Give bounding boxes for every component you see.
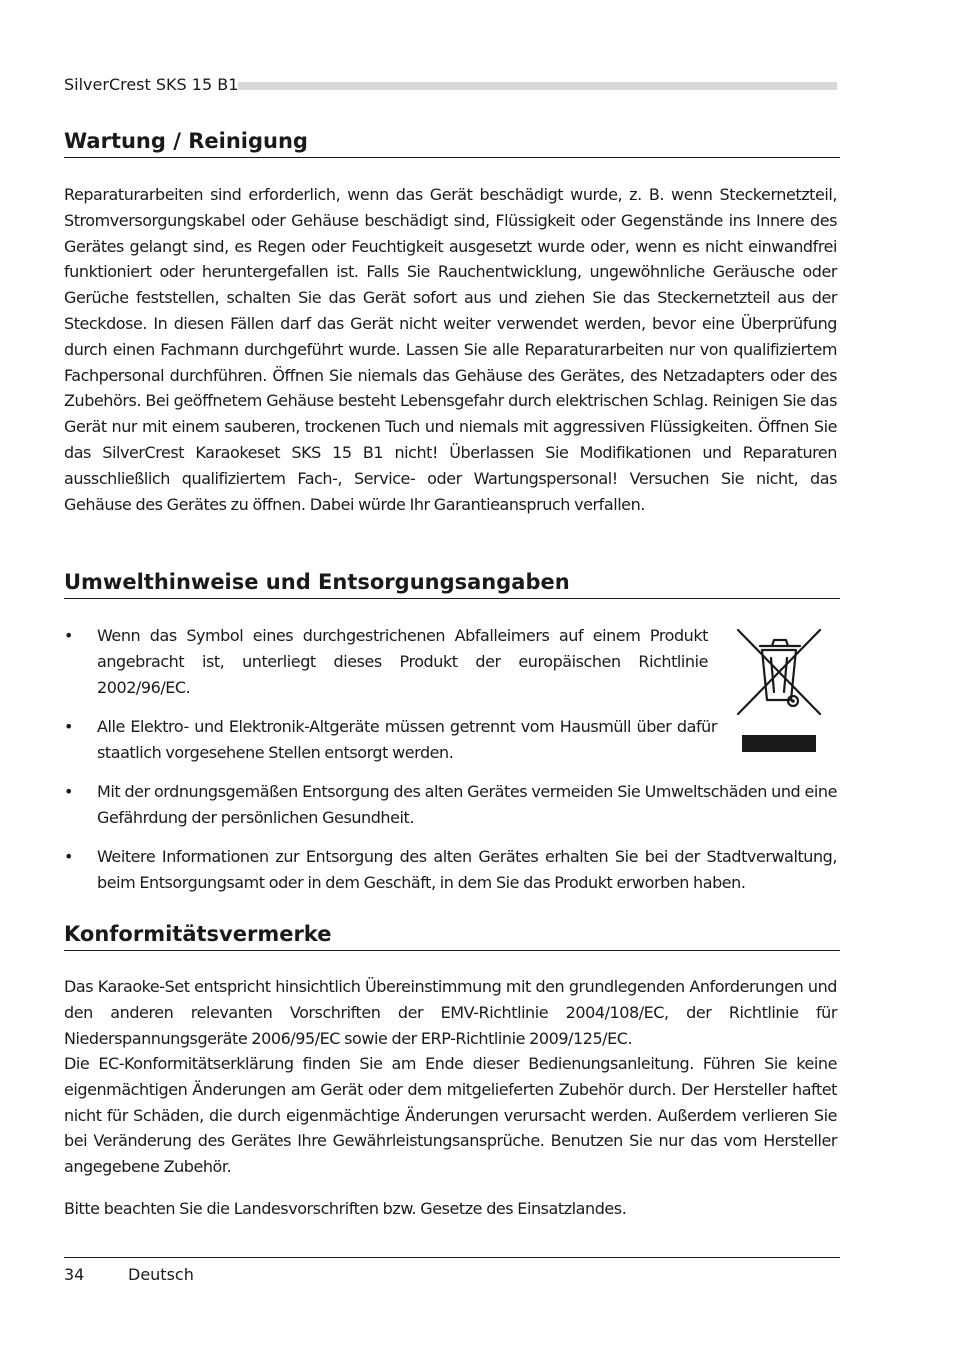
bullet-marker: • [64,847,73,866]
paragraph-landesvorschriften: Bitte beachten Sie die Landesvorschriften bzw. Gesetze des Einsatzlandes. [64,1199,627,1218]
list-item-text: Wenn das Symbol eines durchgestrichenen Abfalleimers auf einem Produkt angebracht ist, unterliegt dieses Produkt der europäischen Richtlinie 2002/96/EC. [97,626,708,697]
list-item-text: Weitere Informationen zur Entsorgung des alten Gerätes erhalten Sie bei der Stadtverwaltung, beim Entsorgungsamt oder in dem Geschäft, in dem Sie das Produkt erworben haben. [97,847,837,892]
heading-konformitaetsvermerke: Konformitätsvermerke [64,921,840,951]
list-item-text: Alle Elektro- und Elektronik-Altgeräte müssen getrennt vom Hausmüll über dafür staatlich vorgesehene Stellen entsorgt werden. [97,717,717,762]
document-header-title: SilverCrest SKS 15 B1 [64,75,239,94]
header-bar [238,82,837,90]
page-number: 34 [64,1265,85,1284]
paragraph-wartung: Reparaturarbeiten sind erforderlich, wenn das Gerät beschädigt wurde, z. B. wenn Steckernetzteil, Stromversorgungskabel oder Gehäuse beschädigt sind, Flüssigkeit oder Gegenstände ins Innere des Gerätes gelangt sind, es Regen oder Feuchtigkeit ausgesetzt wurde oder, wenn es nicht einwandfrei funktioniert oder heruntergefallen ist. Falls Sie Rauchentwicklung, ungewöhnliche Geräusche oder Gerüche feststellen, schalten Sie das Gerät sofort aus und ziehen Sie das Steckernetzteil aus der Steckdose. In diesen Fällen darf das Gerät nicht weiter verwendet werden, bevor eine Überprüfung durch einen Fachmann durchgeführt wurde. Lassen Sie alle Reparaturarbeiten nur von qualifiziertem Fachpersonal durchführen. Öffnen Sie niemals das Gehäuse des Gerätes, des Netzadapters oder des Zubehörs. Bei geöffnetem Gehäuse besteht Lebensgefahr durch elektrischen Schlag. Reinigen Sie das Gerät nur mit einem sauberen, trockenen Tuch und niemals mit aggressiven Flüssigkeiten. Öffnen Sie das SilverCrest Karaokeset SKS 15 B1 nicht! Überlassen Sie Modifikationen und Reparaturen ausschließlich qualifiziertem Fach-, Service- oder Wartungspersonal! Versuchen Sie nicht, das Gehäuse des Gerätes zu öffnen. Dabei würde Ihr Garantieanspruch verfallen. [64,185,837,514]
footer-language: Deutsch [128,1265,194,1284]
heading-umwelthinweise: Umwelthinweise und Entsorgungsangaben [64,569,840,599]
bullet-marker: • [64,626,73,645]
bullet-marker: • [64,782,73,801]
bullet-marker: • [64,717,73,736]
footer-rule [64,1257,840,1258]
paragraph-konformitaet-1: Das Karaoke-Set entspricht hinsichtlich Übereinstimmung mit den grundlegenden Anforderungen und den anderen relevanten Vorschriften der EMV-Richtlinie 2004/108/EC, der Richtlinie für Niederspannungsgeräte 2006/95/EC sowie der ERP-Richtlinie 2009/125/EC. [64,977,837,1048]
crossed-out-wheelie-bin-icon [734,626,824,754]
heading-wartung-reinigung: Wartung / Reinigung [64,128,840,158]
list-item-text: Mit der ordnungsgemäßen Entsorgung des alten Gerätes vermeiden Sie Umweltschäden und eine Gefährdung der persönlichen Gesundheit. [97,782,837,827]
paragraph-konformitaet-2: Die EC-Konformitätserklärung finden Sie am Ende dieser Bedienungsanleitung. Führen Sie keine eigenmächtigen Änderungen am Gerät oder dem mitgelieferten Zubehör durch. Der Hersteller haftet nicht für Schäden, die durch eigenmächtige Änderungen verursacht werden. Außerdem verlieren Sie bei Veränderung des Gerätes Ihre Gewährleistungsansprüche. Benutzen Sie nur das vom Hersteller angegebene Zubehör. [64,1054,837,1177]
